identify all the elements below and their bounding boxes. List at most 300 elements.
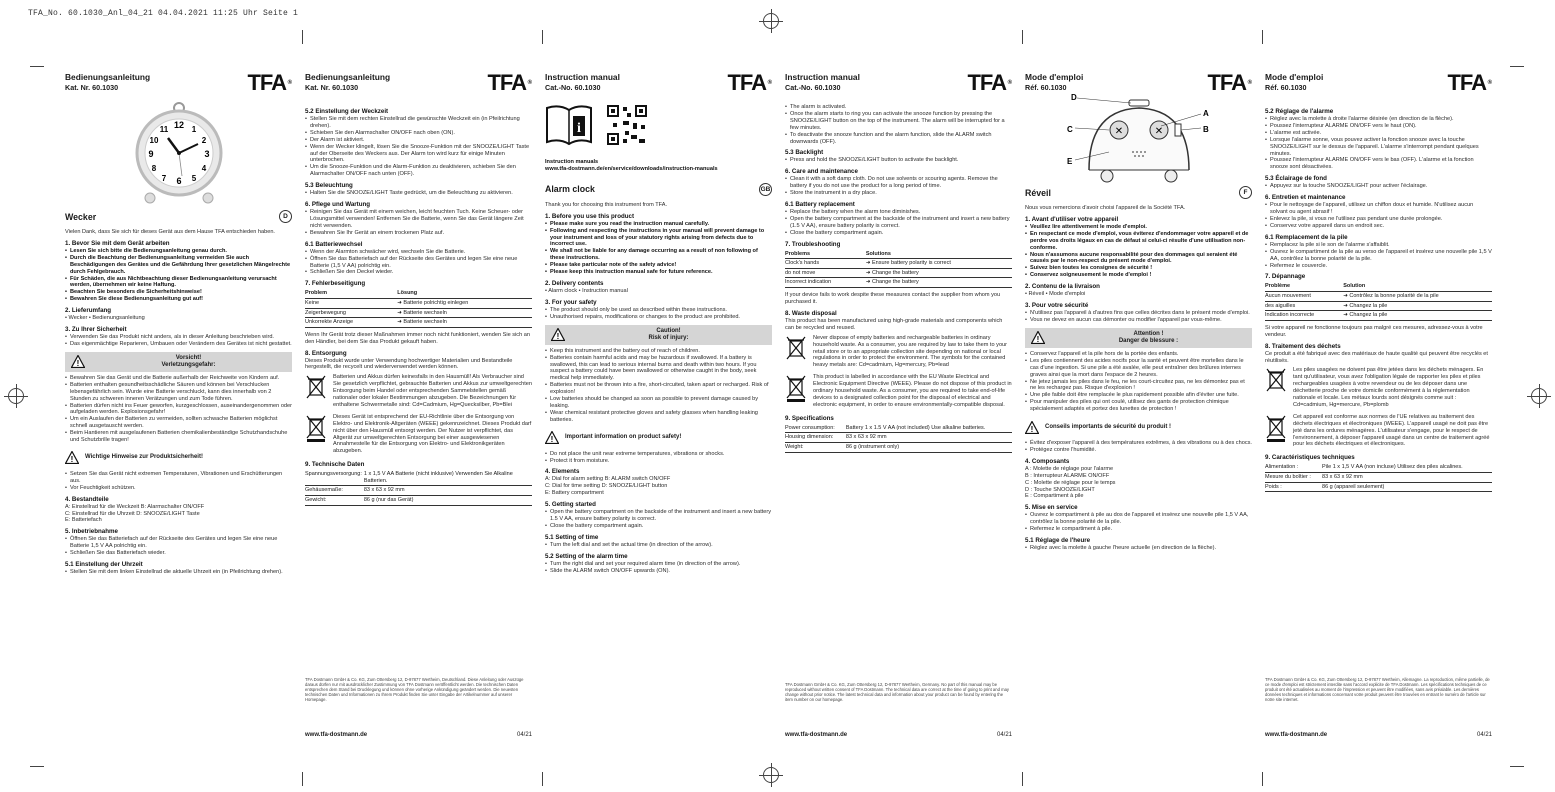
weee-bin-icon: [305, 414, 327, 442]
svg-text:!: !: [556, 332, 560, 342]
warning-triangle-icon: [545, 431, 559, 444]
safety-notice-label: Conseils importants de sécurité du produit !: [1045, 423, 1172, 430]
diagram-label: A: [1202, 109, 1209, 118]
warning-triangle-icon: [65, 451, 79, 464]
list-item: • Replace the battery when the alarm tone diminishes.: [785, 209, 1012, 216]
safety-notice-label: Important information on product safety!: [565, 434, 682, 441]
table-cell: ➜ Contrôlez la bonne polarité de la pile: [1343, 292, 1492, 302]
manual-title: Instruction manual: [785, 72, 860, 82]
table-cell: Clock's hands: [785, 259, 866, 269]
intro-text: Vielen Dank, dass Sie sich für dieses Gerät aus dem Hause TFA entschieden haben.: [65, 229, 275, 235]
table-row: [305, 486, 532, 496]
list-item: • Das eigenmächtige Reparieren, Umbauen oder Verändern des Gerätes ist nicht gestattet.: [65, 341, 292, 348]
svg-text:8: 8: [151, 164, 156, 173]
battery-disposal-icon: [305, 374, 327, 402]
section-list: [1025, 351, 1252, 413]
section-text: If your device fails to work despite these measures contact the supplier from whom you purchased it.: [785, 292, 1001, 305]
table-cell: Mesure du boîtier :: [1265, 472, 1322, 482]
caution-label: Vorsicht! Verletzungsgefahr:: [161, 354, 216, 368]
section-heading: 9. Technische Daten: [305, 461, 365, 469]
registration-mark-left: [8, 388, 24, 404]
svg-text:i: i: [577, 121, 581, 136]
list-item: • Batterien enthalten gesundheitsschädliche Säuren und können bei Verschlucken lebensgefährlich sein. Wurde eine Batterie verschluckt, kann dies innerhalb von 2 Stunden zu schweren inneren Verätzungen und zum Tode führen.: [65, 382, 292, 403]
caution-label: Caution! Risk of injury:: [648, 327, 689, 341]
section-list: [65, 334, 292, 348]
list-item: • Pour manipuler des piles qui ont coulé, utilisez des gants de protection chimique spécialement adaptés et portez des lunettes de protection !: [1025, 399, 1252, 413]
manual-title: Bedienungsanleitung: [305, 72, 391, 82]
section-heading: 3. For your safety: [545, 298, 597, 306]
table-cell: ➜ Ensure battery polarity is correct: [866, 259, 1012, 269]
section-list: [545, 348, 772, 424]
component-line: A: Einstellrad für die Weckzeit B: Alarmschalter ON/OFF: [65, 503, 205, 510]
section-heading: 5. Inbetriebnahme: [65, 528, 118, 536]
section-list: [305, 209, 532, 237]
registration-mark-top: [763, 13, 779, 29]
section-heading: 5.3 Backlight: [785, 149, 824, 157]
disposal-row: [785, 335, 1012, 372]
list-item: • Ouvrez le compartiment à pile au dos de l'appareil et insérez une nouvelle pile 1,5 V AA, contrôlez la bonne polarité de la pile.: [1025, 512, 1252, 526]
list-item: • Remplacez la pile si le son de l'alarme s'affaiblit.: [1265, 242, 1492, 249]
section-heading: 5.3 Beleuchtung: [305, 182, 353, 190]
table-row: [1265, 463, 1492, 472]
crop-mark: [30, 766, 44, 767]
list-item: • Slide the ALARM switch ON/OFF upwards (ON).: [545, 568, 772, 575]
section-heading: 5. Getting started: [545, 501, 596, 509]
svg-text:!: !: [1030, 424, 1034, 434]
section-list: [545, 307, 772, 321]
panel-fr-1: [1022, 66, 1262, 766]
list-item: • Keep this instrument and the battery out of reach of children.: [545, 348, 772, 355]
table-cell: Zeigerbewegung: [305, 308, 397, 318]
table-cell: 83 x 63 x 92 mm: [364, 486, 532, 496]
website-link[interactable]: www.tfa-dostmann.de: [785, 732, 848, 738]
diagram-label: B: [1202, 125, 1209, 134]
intro-text: Thank you for choosing this instrument from TFA.: [545, 201, 668, 208]
print-header: TFA_No. 60.1030_Anl_04_21 04.04.2021 11:25 Uhr Seite 1: [28, 9, 299, 18]
list-item: • Vous ne devez en aucun cas démonter ou modifier l'appareil par vous-même.: [1025, 317, 1252, 324]
list-item: • Conservez votre appareil dans un endroit sec.: [1265, 223, 1492, 230]
list-item: • Close the battery compartment again.: [545, 523, 772, 530]
svg-text:!: !: [550, 435, 554, 445]
svg-text:7: 7: [161, 174, 166, 183]
list-item: • Close the battery compartment again.: [785, 230, 1012, 237]
safety-notice-label: Wichtige Hinweise zur Produktsicherheit!: [85, 454, 203, 461]
section-heading: 5.2 Réglage de l'alarme: [1265, 108, 1334, 115]
component-line: B : Interrupteur ALARME ON/OFF: [1025, 472, 1110, 479]
list-item: • Wenn der Wecker klingelt, lösen Sie die Snooze-Funktion mit der SNOOZE/LIGHT Taste auf der Oberseite des Weckers aus. Der Alarm ton wird kurz für einige Minuten unterbrochen.: [305, 144, 532, 165]
safety-notice: [545, 428, 772, 448]
table-row: [785, 268, 1012, 278]
svg-text:5: 5: [191, 174, 196, 183]
section-list: [1265, 183, 1492, 190]
component-line: A : Molette de réglage pour l'alarme: [1025, 465, 1114, 472]
section-heading: 2. Contenu de la livraison: [1025, 283, 1100, 291]
list-item: • Schließen Sie den Deckel wieder.: [305, 269, 532, 276]
section-heading: 4. Elements: [545, 468, 580, 476]
table-header: Problème: [1265, 282, 1343, 291]
leaflet-sheet: [62, 66, 1502, 766]
table-row: [785, 278, 1012, 288]
section-text: Si votre appareil ne fonctionne toujours pas malgré ces mesures, adressez-vous à votre vendeur.: [1265, 324, 1483, 338]
section-list: [65, 536, 292, 557]
list-item: • Verwenden Sie das Produkt nicht anders, als in dieser Anleitung beschrieben wird.: [65, 334, 292, 341]
list-item: • Halten Sie die SNOOZE/LIGHT Taste gedrückt, um die Beleuchtung zu aktivieren.: [305, 190, 532, 197]
component-line: D : Touche SNOOZE/LIGHT: [1025, 486, 1095, 493]
table-row: [1265, 482, 1492, 492]
product-name: Alarm clock: [545, 184, 595, 195]
list-item: • L'alarme est activée.: [1265, 130, 1492, 137]
section-list: [1025, 440, 1252, 454]
section-list: [65, 248, 292, 303]
table-row: [785, 433, 1012, 443]
panel-en-2: [782, 66, 1022, 766]
table-cell: Gewicht:: [305, 496, 364, 506]
table-cell: 86 g (instrument only): [846, 442, 1012, 452]
section-heading: 6.1 Remplacement de la pile: [1265, 233, 1348, 241]
table-cell: Aucun mouvement: [1265, 292, 1343, 302]
list-item: • Following and respecting the instructions in your manual will prevent damage to your instrument and loss of your statutory rights arising from defects due to incorrect use.: [545, 228, 772, 249]
list-item: • Appuyez sur la touche SNOOZE/LIGHT pour activer l'éclairage.: [1265, 183, 1492, 190]
section-heading: 5.2 Setting of the alarm time: [545, 552, 628, 560]
section-heading: 8. Traitement des déchets: [1265, 342, 1341, 350]
table-row: [305, 308, 532, 318]
list-item: • Open the battery compartment on the backside of the instrument and insert a new battery 1.5 V AA, ensure battery polarity is correct.: [545, 509, 772, 523]
component-line: C: Dial for time setting D: SNOOZE/LIGHT button: [545, 483, 668, 490]
warning-triangle-icon: [71, 355, 85, 368]
section-text: • Réveil • Mode d'emploi: [1025, 291, 1086, 298]
list-item: • Beachten Sie besonders die Sicherheitshinweise!: [65, 289, 292, 296]
disposal-row: [1265, 414, 1492, 451]
section-list: [1265, 242, 1492, 270]
list-item: • Do not place the unit near extreme temperatures, vibrations or shocks.: [545, 451, 772, 458]
crop-mark: [30, 66, 44, 67]
list-item: • Évitez d'exposer l'appareil à des températures extrêmes, à des vibrations ou à des chocs.: [1025, 440, 1252, 447]
table-cell: des aiguilles: [1265, 301, 1343, 311]
language-badge: GB: [759, 183, 772, 196]
table-cell: 1 x 1,5 V AA Batterie (nicht inklusive) Verwenden Sie Alkaline Batterien.: [364, 470, 532, 486]
section-list: [545, 561, 772, 575]
section-list: [545, 451, 772, 465]
table-cell: Poids :: [1265, 482, 1322, 492]
disposal-text: Never dispose of empty batteries and rechargeable batteries in ordinary household waste. As a consumer, you are required by law to take them to your retail store or to an appropriate collection site depending on national or local regulations in order to protect the environment. The symbols for the contained heavy metals are: Cd=cadmium, Hg=mercury, Pb=lead: [813, 334, 1008, 369]
table-cell: 83 x 63 x 92 mm: [1322, 472, 1492, 482]
list-item: • Les piles contiennent des acides nocifs pour la santé et peuvent être mortelles dans le cas d'une ingestion. Si une pile a été avalée, elle peut entraîner des brûlures internes graves ainsi que la mort dans l'espace de 2 heures.: [1025, 358, 1252, 379]
disposal-row: [305, 414, 532, 457]
table-cell: Alimentation :: [1265, 463, 1322, 472]
section-list: [65, 471, 292, 492]
tfa-logo: TFA ®: [727, 72, 772, 94]
table-cell: Keine: [305, 298, 397, 308]
manual-url[interactable]: www.tfa-dostmann.de/en/service/downloads/instruction-manuals: [545, 165, 718, 172]
table-row: [305, 298, 532, 308]
catalog-number: Réf. 60.1030: [1025, 83, 1067, 92]
list-item: • Batteries contain harmful acids and may be hazardous if swallowed. If a battery is swallowed, this can lead to serious internal burns and death within two hours. If you suspect a battery could have been swallowed or otherwise caught in the body, seek medical help immediately.: [545, 355, 772, 383]
list-item: • Conservez soigneusement le mode d'emploi !: [1025, 272, 1252, 279]
table-cell: Battery 1 x 1.5 V AA (not included) Use alkaline batteries.: [846, 424, 1012, 433]
weee-bin-icon: [1265, 414, 1287, 442]
section-list: [65, 569, 292, 576]
panel-footer: [305, 677, 532, 738]
svg-text:!: !: [70, 455, 74, 465]
troubleshooting-table: [785, 250, 1012, 288]
svg-text:4: 4: [201, 164, 206, 173]
section-text: Dieses Produkt wurde unter Verwendung hochwertiger Materialien und Bestandteile hergestellt, die recycelt und wiederverwendet werden können.: [305, 357, 513, 371]
table-header-row: [785, 250, 1012, 259]
section-list: [785, 176, 1012, 197]
list-item: • Press and hold the SNOOZE/LIGHT button to activate the backlight.: [785, 157, 1012, 164]
crop-mark: [302, 30, 303, 44]
section-list: [545, 221, 772, 276]
table-row: [785, 442, 1012, 452]
table-cell: ➜ Changez la pile: [1343, 301, 1492, 311]
list-item: • Open the battery compartment at the backside of the instrument and insert a new battery (1.5 V AA), ensure battery polarity is correct.: [785, 216, 1012, 230]
table-cell: Housing dimension:: [785, 433, 846, 443]
list-item: • Turn the left dial and set the actual time (in direction of the arrow).: [545, 542, 772, 549]
diagram-label: E: [1066, 157, 1072, 166]
component-line: A: Dial for alarm setting B: ALARM switch ON/OFF: [545, 476, 671, 483]
panel-de-2: [302, 66, 542, 766]
list-item: • Protect it from moisture.: [545, 458, 772, 465]
list-item: • Please keep this instruction manual safe for future reference.: [545, 269, 772, 276]
table-cell: ➜ Batterie wechseln: [397, 318, 532, 328]
clock-illustration: [65, 98, 292, 208]
list-item: • Bewahren Sie Ihr Gerät an einem trockenen Platz auf.: [305, 230, 532, 237]
manual-download-block: [545, 104, 772, 151]
section-heading: 9. Specifications: [785, 414, 834, 422]
weee-bin-icon: [785, 374, 807, 402]
caution-box: [65, 352, 292, 372]
panel-fr-2: [1262, 66, 1502, 766]
section-heading: 7. Fehlerbeseitigung: [305, 280, 366, 288]
list-item: • Unauthorised repairs, modifications or changes to the product are prohibited.: [545, 314, 772, 321]
page-code: 04/21: [1476, 732, 1492, 738]
website-link[interactable]: www.tfa-dostmann.de: [305, 732, 368, 738]
section-list: [785, 104, 1012, 145]
panel-header: [545, 72, 772, 104]
table-row: [1265, 301, 1492, 311]
table-header: Lösung: [397, 289, 532, 298]
table-cell: Pile 1 x 1,5 V AA (non incluse) Utilisez des piles alcalines.: [1322, 463, 1492, 472]
svg-text:!: !: [1036, 335, 1040, 345]
section-list: [1265, 202, 1492, 230]
section-text: Ce produit a été fabriqué avec des matériaux de haute qualité qui peuvent être recyclés et réutilisés.: [1265, 350, 1488, 364]
section-list: [305, 116, 532, 178]
section-heading: 1. Before you use this product: [545, 212, 635, 220]
battery-disposal-icon: [785, 335, 807, 363]
crop-mark: [1262, 30, 1263, 44]
crop-mark: [542, 30, 543, 44]
registration-mark-bottom: [763, 767, 779, 783]
crop-mark: [1262, 772, 1263, 786]
section-heading: 3. Pour votre sécurité: [1025, 302, 1089, 310]
manual-title: Mode d'emploi: [1265, 72, 1324, 82]
table-row: [305, 496, 532, 506]
language-badge: D: [279, 210, 292, 223]
list-item: • Bewahren Sie das Gerät und die Batterie außerhalb der Reichweite von Kindern auf.: [65, 375, 292, 382]
list-item: • We shall not be liable for any damage occurring as a result of non following of these instructions.: [545, 248, 772, 262]
svg-text:11: 11: [159, 125, 168, 134]
list-item: • Suivez bien toutes les consignes de sécurité !: [1025, 265, 1252, 272]
list-item: • Stellen Sie mit dem linken Einstellrad die aktuelle Uhrzeit ein (in Pfeilrichtung drehen).: [65, 569, 292, 576]
table-cell: Unkorrekte Anzeige: [305, 318, 397, 328]
language-badge: F: [1239, 186, 1252, 199]
section-list: [1265, 116, 1492, 171]
section-heading: 4. Composants: [1025, 457, 1070, 465]
list-item: • Pour le nettoyage de l'appareil, utilisez un chiffon doux et humide. N'utilisez aucun solvant ou agent abrasif !: [1265, 202, 1492, 216]
list-item: • Schließen Sie das Batteriefach wieder.: [65, 550, 292, 557]
specs-table: [305, 470, 532, 505]
list-item: • Öffnen Sie das Batteriefach auf der Rückseite des Gerätes und legen Sie eine neue Batterie 1,5 V AA polrichtig ein.: [65, 536, 292, 550]
table-cell: Spannungsversorgung:: [305, 470, 364, 486]
table-cell: Weight:: [785, 442, 846, 452]
section-heading: 6. Entretien et maintenance: [1265, 194, 1346, 202]
crop-mark: [302, 772, 303, 786]
table-header-row: [305, 289, 532, 298]
crop-mark: [1510, 766, 1524, 767]
list-item: • Clean it with a soft damp cloth. Do not use solvents or scouring agents. Remove the battery if you do not use the product for a long period of time.: [785, 176, 1012, 190]
section-heading: 8. Entsorgung: [305, 349, 347, 357]
list-item: • Wear chemical resistant protective gloves and safety glasses when handling leaking batteries.: [545, 410, 772, 424]
section-text: • Alarm clock • Instruction manual: [545, 287, 628, 294]
list-item: • Réglez avec la molette à gauche l'heure actuelle (en direction de la flèche).: [1025, 545, 1252, 552]
svg-text:12: 12: [173, 120, 184, 130]
section-list: [65, 375, 292, 444]
table-row: [1265, 472, 1492, 482]
catalog-number: Réf. 60.1030: [1265, 83, 1307, 92]
list-item: • To deactivate the snooze function and the alarm function, slide the ALARM switch downwards (OFF).: [785, 132, 1012, 146]
list-item: • Low batteries should be changed as soon as possible to prevent damage caused by leaking.: [545, 396, 772, 410]
section-heading: 5. Mise en service: [1025, 504, 1078, 512]
table-row: [785, 424, 1012, 433]
section-heading: 2. Delivery contents: [545, 279, 604, 287]
list-item: • Turn the right dial and set your required alarm time (in direction of the arrow).: [545, 561, 772, 568]
list-item: • Schieben Sie den Alarmschalter ON/OFF nach oben (ON).: [305, 130, 532, 137]
list-item: • The product should only be used as described within these instructions.: [545, 307, 772, 314]
section-heading: 5.3 Éclairage de fond: [1265, 175, 1327, 183]
table-cell: ➜ Change the battery: [866, 278, 1012, 288]
list-item: • Batteries must not be thrown into a fire, short-circuited, taken apart or recharged. Risk of explosion!: [545, 382, 772, 396]
tfa-logo: TFA ®: [247, 72, 292, 94]
table-row: [785, 259, 1012, 269]
section-list: [545, 542, 772, 549]
section-heading: 2. Lieferumfang: [65, 307, 112, 315]
svg-text:9: 9: [147, 149, 154, 159]
section-list: [545, 509, 772, 530]
legal-text: TFA Dostmann GmbH & Co. KG, Zum Ottersberg 12, D-97877 Wertheim, Germany. No part of this manual may be reproduced without written consent of TFA Dostmann. The technical data are correct at the time of going to print and may change without prior notice. The latest technical data and information about your product can be found by entering the item number on our homepage.: [785, 682, 1009, 702]
table-cell: ➜ Change the battery: [866, 268, 1012, 278]
panel-en-1: [542, 66, 782, 766]
list-item: • Refermez le couvercle.: [1265, 263, 1492, 270]
list-item: • Veuillez lire attentivement le mode d'emploi.: [1025, 224, 1252, 231]
book-info-icon: [545, 104, 593, 151]
panel-footer: [1265, 677, 1492, 738]
diagram-label: D: [1070, 93, 1077, 102]
website-link[interactable]: www.tfa-dostmann.de: [1265, 732, 1328, 738]
disposal-text: Dieses Gerät ist entsprechend der EU-Richtlinie über die Entsorgung von Elektro- und Elektronik-Altgeräten (WEEE) gekennzeichnet. Dieses Produkt darf nicht über den Hausmüll entsorgt werden. Der Nutzer ist verpflichtet, das Altgerät zur umweltgerechten Entsorgung bei einer ausgewiesenen Annahmestelle für die Entsorgung von Elektro- und Elektronikgeräten abzugeben.: [333, 413, 532, 455]
list-item: • Vor Feuchtigkeit schützen.: [65, 485, 292, 492]
section-list: [305, 190, 532, 197]
table-cell: 86 g (appareil seulement): [1322, 482, 1492, 492]
list-item: • Store the instrument in a dry place.: [785, 190, 1012, 197]
section-text: • Wecker • Bedienungsanleitung: [65, 315, 145, 322]
product-name: Réveil: [1025, 187, 1051, 198]
panel-footer: [785, 682, 1012, 738]
clock-top-diagram: [1025, 90, 1252, 184]
list-item: • Ouvrez le compartiment de la pile au verso de l'appareil et insérez une nouvelle pile 1,5 V AA, contrôlez la bonne polarité de la pile.: [1265, 249, 1492, 263]
warning-triangle-icon: [551, 328, 565, 341]
svg-text:3: 3: [203, 149, 210, 159]
troubleshooting-table: [305, 289, 532, 327]
manual-title: Bedienungsanleitung: [65, 72, 151, 82]
svg-text:2: 2: [201, 136, 206, 145]
table-cell: Incorrect indication: [785, 278, 866, 288]
list-item: • Setzen Sie das Gerät nicht extremen Temperaturen, Vibrationen und Erschütterungen aus.: [65, 471, 292, 485]
svg-text:6: 6: [175, 176, 182, 186]
list-item: • Enlevez la pile, si vous ne l'utilisez pas pendant une durée prolongée.: [1265, 216, 1492, 223]
section-list: [785, 157, 1012, 164]
section-list: [1025, 310, 1252, 324]
safety-notice: [1025, 417, 1252, 437]
safety-notice: [65, 448, 292, 468]
disposal-text: This product is labelled in accordance with the EU Waste Electrical and Electronic Equipment Directive (WEEE). Please do not dispose of this product in ordinary household waste. As a consumer, you are required to take end-of-life devices to a designated collection point for the disposal of electrical and electronic equipment, in order to ensure environmentally-compatible disposal.: [813, 374, 1012, 408]
component-line: E : Compartiment à pile: [1025, 493, 1084, 500]
tfa-logo: TFA ®: [1447, 72, 1492, 94]
table-cell: Gehäusemaße:: [305, 486, 364, 496]
table-cell: do not move: [785, 268, 866, 278]
specs-table: [785, 424, 1012, 453]
list-item: • Lorsque l'alarme sonne, vous pouvez activer la fonction snooze avec la touche SNOOZE/LIGHT sur le dessus de l'appareil. L'alarme s'interrompt pendant quelques minutes.: [1265, 137, 1492, 158]
section-text: Wenn Ihr Gerät trotz dieser Maßnahmen immer noch nicht funktioniert, wenden Sie sich an den Händler, bei dem Sie das Produkt gekauft haben.: [305, 331, 530, 345]
table-row: [1265, 292, 1492, 302]
caution-label: Attention ! Danger de blessure :: [1118, 330, 1179, 344]
list-item: • Durch die Beachtung der Bedienungsanleitung vermeiden Sie auch Beschädigungen des Gerätes und die Gefährdung Ihrer gesetzlichen Mängelrechte durch Fehlgebrauch.: [65, 255, 292, 276]
svg-text:✕: ✕: [1114, 126, 1123, 137]
table-row: [1265, 311, 1492, 321]
warning-triangle-icon: [1025, 421, 1039, 434]
panel-de-1: [62, 66, 302, 766]
component-line: E: Batteriefach: [65, 517, 102, 524]
troubleshooting-table: [1265, 282, 1492, 320]
list-item: • Poussez l'interrupteur ALARME ON/OFF vers le haut (ON).: [1265, 123, 1492, 130]
product-name: Wecker: [65, 211, 97, 222]
list-item: • Please take particular note of the safety advice!: [545, 262, 772, 269]
manual-label: Instruction manuals: [545, 159, 599, 165]
svg-text:!: !: [76, 359, 80, 369]
crop-mark: [1022, 30, 1023, 44]
svg-text:✕: ✕: [1154, 126, 1163, 137]
section-list: [1025, 224, 1252, 279]
section-heading: 6. Care and maintenance: [785, 168, 858, 176]
section-heading: 7. Dépannage: [1265, 273, 1306, 281]
crop-mark: [1022, 772, 1023, 786]
disposal-row: [785, 374, 1012, 411]
table-row: [305, 318, 532, 328]
table-cell: 86 g (nur das Gerät): [364, 496, 532, 506]
caution-box: [545, 325, 772, 345]
tfa-logo: TFA ®: [487, 72, 532, 94]
list-item: • Protégez contre l'humidité.: [1025, 447, 1252, 454]
section-heading: 5.1 Setting of time: [545, 533, 599, 541]
panel-header: [1265, 72, 1492, 104]
registration-mark-right: [1531, 388, 1547, 404]
section-heading: 5.1 Einstellung der Uhrzeit: [65, 561, 143, 569]
manual-title: Instruction manual: [545, 72, 620, 82]
panel-header: [305, 72, 532, 104]
page-code: 04/21: [516, 732, 532, 738]
intro-text: Nous vous remercions d'avoir choisi l'appareil de la Société TFA.: [1025, 205, 1186, 211]
list-item: • Der Alarm ist aktiviert.: [305, 137, 532, 144]
legal-text: TFA Dostmann GmbH & Co. KG, Zum Ottersberg 12, D-97877 Wertheim, Allemagne. La reproduction, même partielle, de ce mode d'emploi est strictement interdite sans l'accord explicite de TFA Dostmann. Les spécifications techniques de ce produit ont été actualisées au moment de l'impression et peuvent être modifiées, sans avis préalable. Les dernières données techniques et informations concernant votre produit peuvent être trouvées en entrant le numéro de l'article sur notre site internet.: [1265, 677, 1490, 702]
